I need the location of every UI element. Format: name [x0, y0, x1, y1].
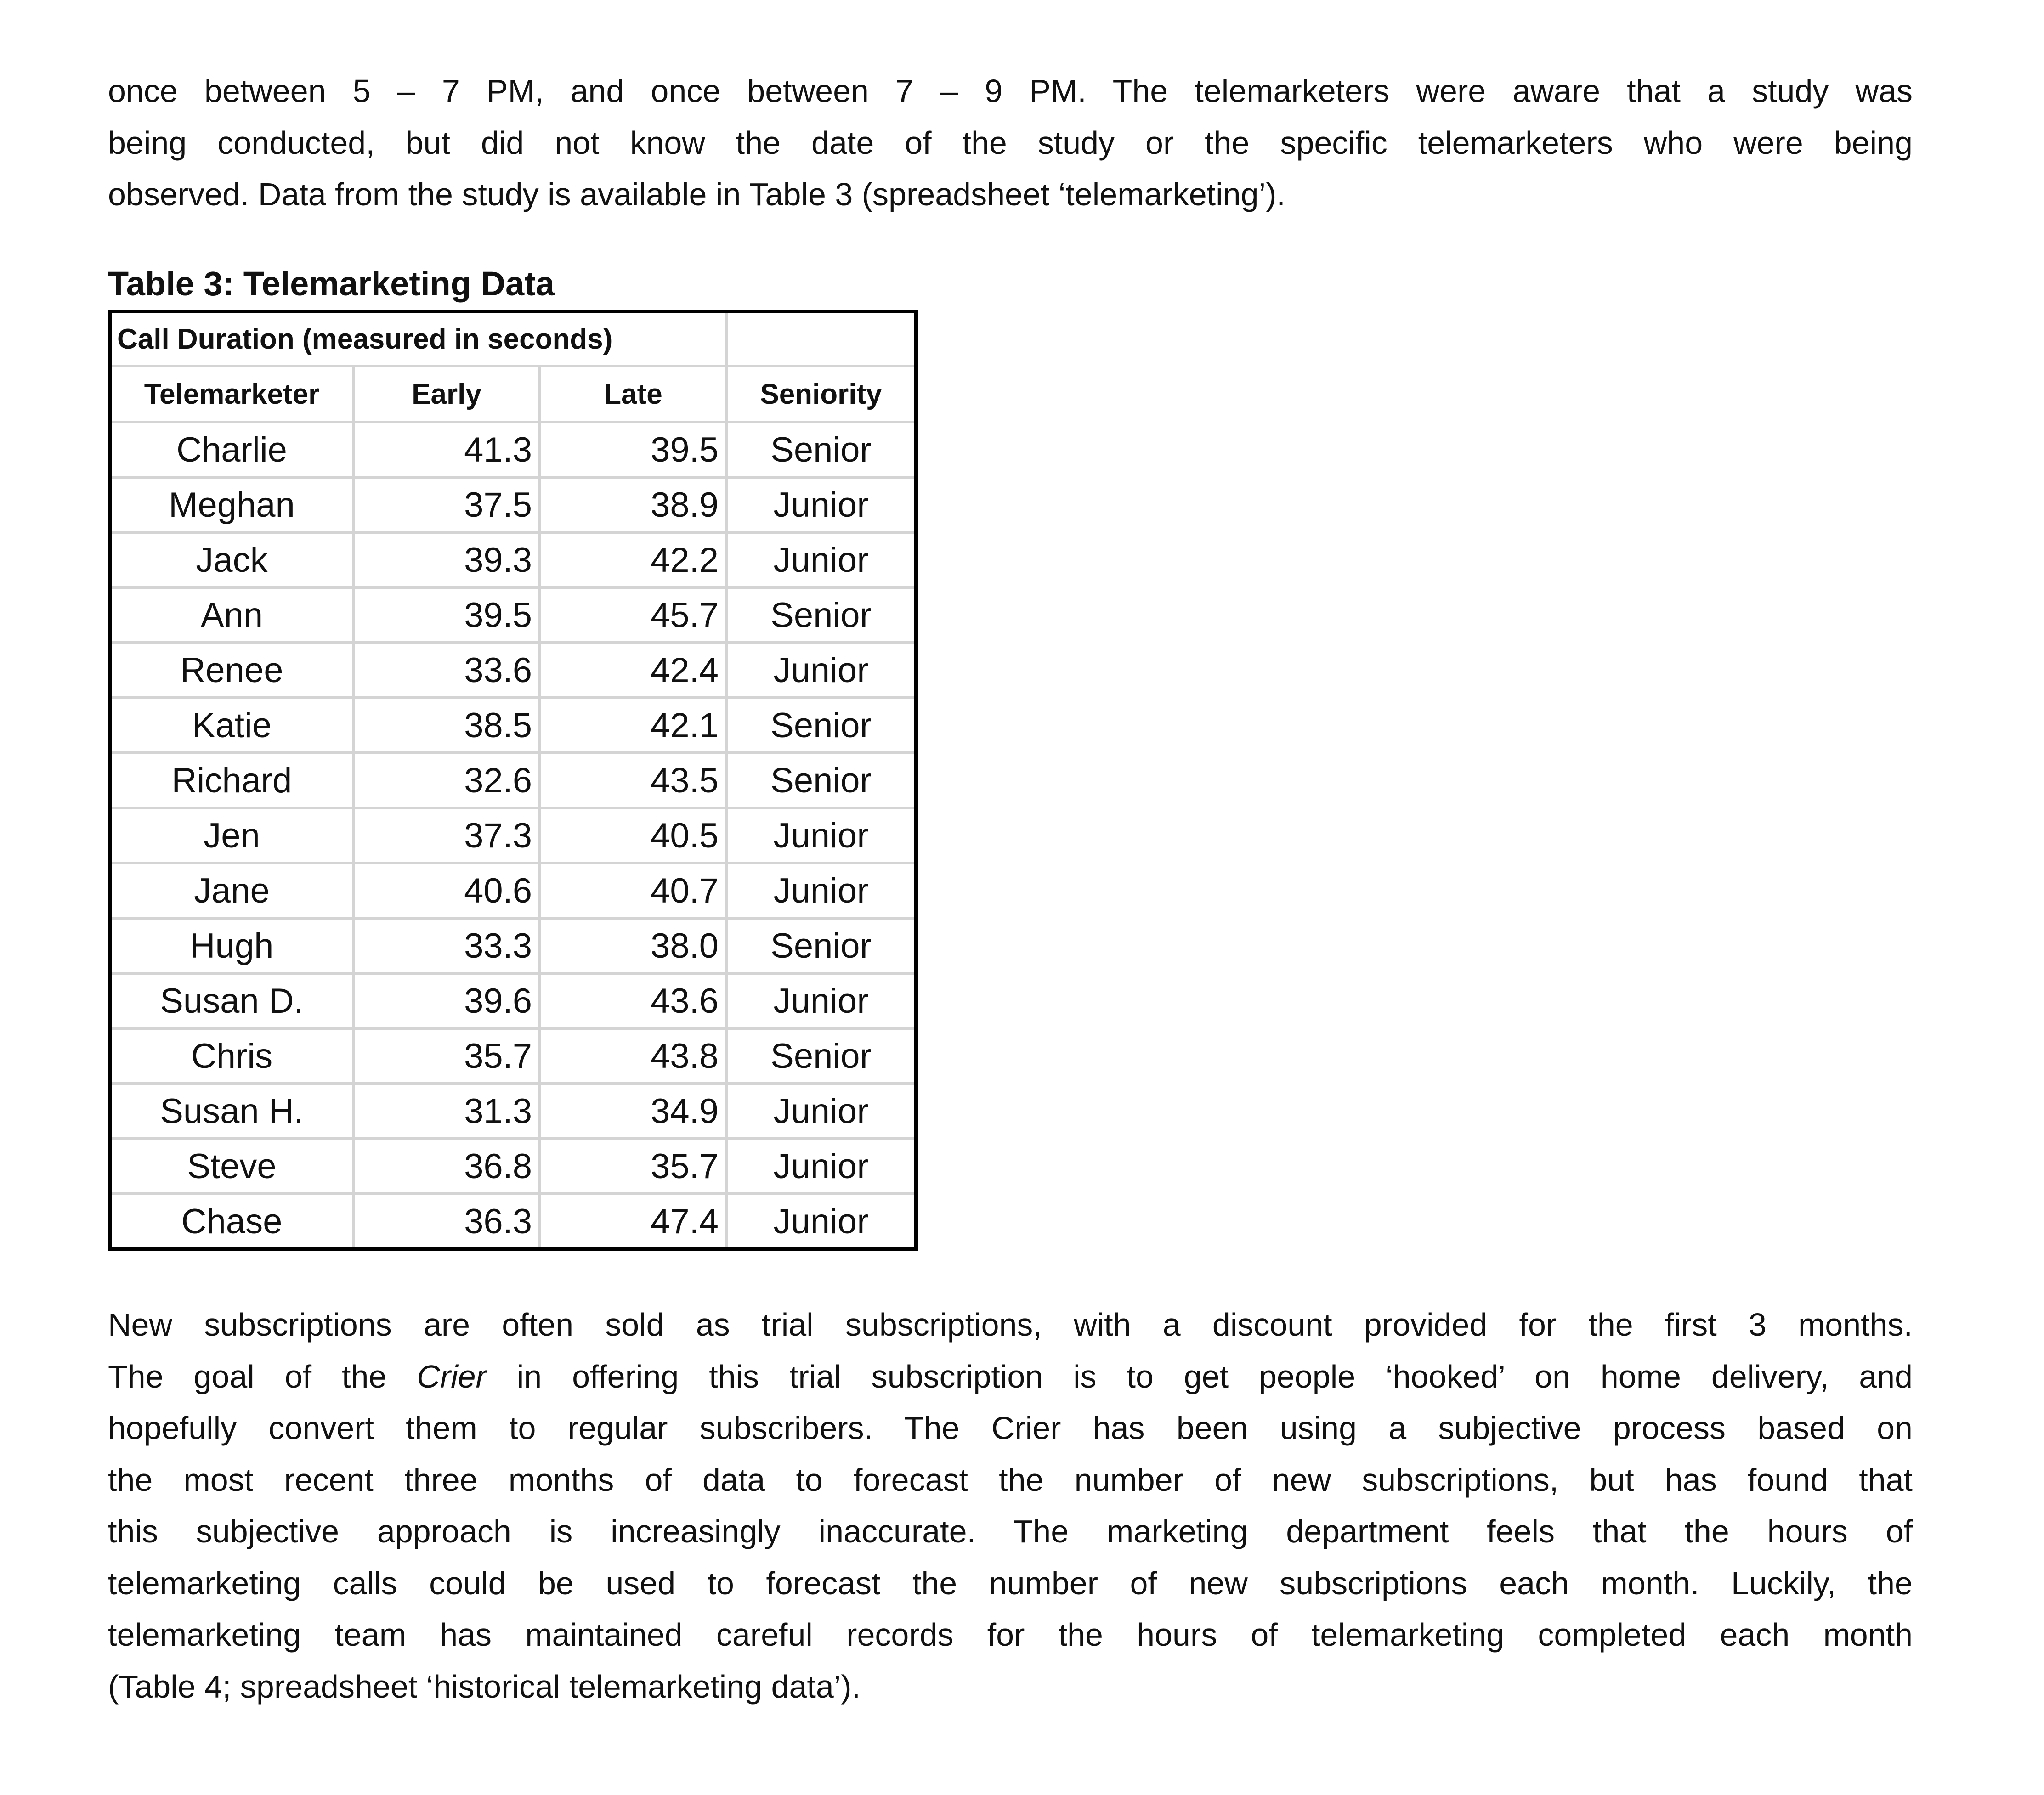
seniority-cell: Senior — [726, 698, 916, 753]
paragraph-line: the most recent three months of data to forecast the number of new subscriptions, but has found that — [108, 1462, 1913, 1498]
late-cell: 39.5 — [540, 422, 726, 477]
early-cell: 39.5 — [353, 587, 540, 643]
table-row — [110, 1139, 916, 1194]
seniority-cell: Junior — [726, 1139, 916, 1194]
paragraph-line: being conducted, but did not know the date of the study or the specific telemarketers who were being — [108, 124, 1913, 161]
telemarketer-cell: Meghan — [110, 477, 353, 532]
early-cell: 37.3 — [353, 808, 540, 863]
table-row — [110, 643, 916, 698]
header-telemarketer: Telemarketer — [110, 366, 353, 422]
early-cell: 37.5 — [353, 477, 540, 532]
seniority-cell: Senior — [726, 587, 916, 643]
telemarketer-cell: Katie — [110, 698, 353, 753]
seniority-cell: Senior — [726, 918, 916, 973]
late-cell: 40.5 — [540, 808, 726, 863]
early-cell: 35.7 — [353, 1028, 540, 1084]
early-cell: 39.3 — [353, 532, 540, 587]
telemarketer-cell: Susan D. — [110, 973, 353, 1028]
early-cell: 41.3 — [353, 422, 540, 477]
early-cell: 33.6 — [353, 643, 540, 698]
empty-cell — [726, 311, 916, 366]
paragraph-line: (Table 4; spreadsheet ‘historical telemarketing data’). — [108, 1668, 861, 1705]
telemarketing-table — [108, 310, 918, 1251]
seniority-cell: Junior — [726, 1084, 916, 1139]
late-cell: 47.4 — [540, 1194, 726, 1249]
seniority-cell: Junior — [726, 808, 916, 863]
telemarketer-cell: Steve — [110, 1139, 353, 1194]
telemarketer-cell: Ann — [110, 587, 353, 643]
seniority-cell: Senior — [726, 1028, 916, 1084]
late-cell: 43.5 — [540, 753, 726, 808]
table-caption: Call Duration (measured in seconds) — [110, 311, 726, 366]
telemarketer-cell: Chris — [110, 1028, 353, 1084]
paragraph-line: telemarketing calls could be used to forecast the number of new subscriptions each month. Luckily, the — [108, 1565, 1913, 1601]
early-cell: 36.8 — [353, 1139, 540, 1194]
table-row — [110, 477, 916, 532]
paragraph-line: telemarketing team has maintained careful records for the hours of telemarketing completed each month — [108, 1617, 1913, 1653]
telemarketer-cell: Chase — [110, 1194, 353, 1249]
table-header-row — [110, 366, 916, 422]
telemarketer-cell: Jack — [110, 532, 353, 587]
early-cell: 36.3 — [353, 1194, 540, 1249]
table-row — [110, 918, 916, 973]
table-row — [110, 808, 916, 863]
header-seniority: Seniority — [726, 366, 916, 422]
table-row — [110, 422, 916, 477]
paragraph-line: this subjective approach is increasingly inaccurate. The marketing department feels that the hours of — [108, 1513, 1913, 1549]
table-row — [110, 753, 916, 808]
late-cell: 40.7 — [540, 863, 726, 918]
table-caption-row — [110, 311, 916, 366]
late-cell: 42.4 — [540, 643, 726, 698]
header-early: Early — [353, 366, 540, 422]
table-row — [110, 587, 916, 643]
early-cell: 32.6 — [353, 753, 540, 808]
late-cell: 38.9 — [540, 477, 726, 532]
table-row — [110, 532, 916, 587]
seniority-cell: Junior — [726, 863, 916, 918]
crier-italic: Crier — [417, 1358, 487, 1394]
paragraph-line: New subscriptions are often sold as trial subscriptions, with a discount provided for the first 3 months. — [108, 1307, 1913, 1343]
seniority-cell: Junior — [726, 532, 916, 587]
early-cell: 38.5 — [353, 698, 540, 753]
text-segment: in offering this trial subscription is to get people ‘hooked’ on home delivery, and — [486, 1358, 1913, 1394]
telemarketer-cell: Jen — [110, 808, 353, 863]
table-row — [110, 1084, 916, 1139]
telemarketer-cell: Charlie — [110, 422, 353, 477]
seniority-cell: Junior — [726, 973, 916, 1028]
seniority-cell: Junior — [726, 1194, 916, 1249]
seniority-cell: Senior — [726, 753, 916, 808]
early-cell: 33.3 — [353, 918, 540, 973]
table-row — [110, 863, 916, 918]
seniority-cell: Junior — [726, 643, 916, 698]
late-cell: 43.6 — [540, 973, 726, 1028]
intro-paragraph — [108, 65, 1913, 220]
paragraph-line: hopefully convert them to regular subscribers. The Crier has been using a subjective process based on — [108, 1410, 1913, 1446]
late-cell: 35.7 — [540, 1139, 726, 1194]
table-row — [110, 973, 916, 1028]
telemarketer-cell: Renee — [110, 643, 353, 698]
early-cell: 31.3 — [353, 1084, 540, 1139]
late-cell: 34.9 — [540, 1084, 726, 1139]
late-cell: 38.0 — [540, 918, 726, 973]
paragraph-line — [108, 1351, 1913, 1403]
late-cell: 43.8 — [540, 1028, 726, 1084]
table-title: Table 3: Telemarketing Data — [108, 265, 555, 303]
early-cell: 39.6 — [353, 973, 540, 1028]
telemarketer-cell: Richard — [110, 753, 353, 808]
seniority-cell: Junior — [726, 477, 916, 532]
paragraph-line: once between 5 – 7 PM, and once between 7 – 9 PM. The telemarketers were aware that a study was — [108, 73, 1913, 109]
early-cell: 40.6 — [353, 863, 540, 918]
table-row — [110, 1028, 916, 1084]
telemarketer-cell: Hugh — [110, 918, 353, 973]
text-segment: The goal of the — [108, 1358, 417, 1394]
late-cell: 42.1 — [540, 698, 726, 753]
paragraph-line: observed. Data from the study is available in Table 3 (spreadsheet ‘telemarketing’). — [108, 176, 1285, 212]
late-cell: 42.2 — [540, 532, 726, 587]
table-row — [110, 1194, 916, 1249]
subscriptions-paragraph — [108, 1299, 1913, 1712]
header-late: Late — [540, 366, 726, 422]
table-row — [110, 698, 916, 753]
seniority-cell: Senior — [726, 422, 916, 477]
telemarketer-cell: Jane — [110, 863, 353, 918]
telemarketer-cell: Susan H. — [110, 1084, 353, 1139]
late-cell: 45.7 — [540, 587, 726, 643]
